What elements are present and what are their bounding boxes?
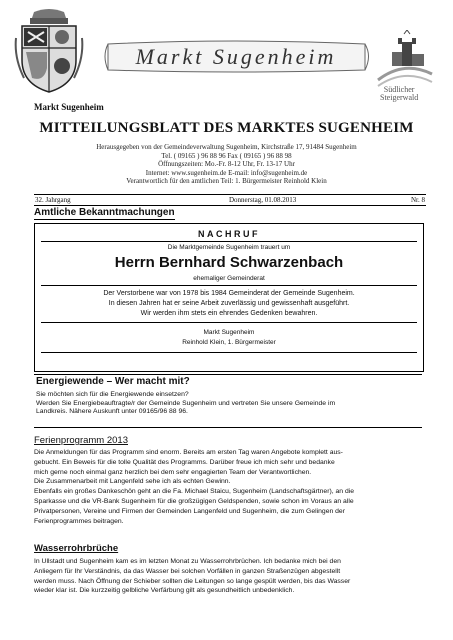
banner-text: Markt Sugenheim — [135, 44, 337, 69]
publisher-line: Öffnungszeiten: Mo.-Fr. 8-12 Uhr, Fr. 13-17 Uhr — [158, 160, 295, 169]
ferien-line: Die Anmeldungen für das Programm sind enorm. Bereits am ersten Tag waren Angebote komplett aus- — [34, 449, 343, 456]
region-line-2: Steigerwald — [380, 93, 419, 102]
castle-logo-icon — [374, 30, 436, 90]
masthead-banner — [104, 36, 369, 76]
wasser-title: Wasserrohrbrüche — [34, 543, 119, 554]
obituary-text-line: Wir werden ihm stets ein ehrendes Gedenken bewahren. — [140, 310, 318, 317]
wasser-line: In Ullstadt und Sugenheim kam es im letzten Monat zu Wasserrohrbrüchen. Ich bedanke mich bei den — [34, 558, 341, 565]
page-title: MITTEILUNGSBLATT DES MARKTES SUGENHEIM — [39, 120, 414, 136]
obituary-signature-line: Reinhold Klein, 1. Bürgermeister — [182, 339, 276, 346]
obituary-text-line: Der Verstorbene war von 1978 bis 1984 Gemeinderat der Gemeinde Sugenheim. — [103, 290, 355, 297]
publisher-line: Tel. ( 09165 ) 96 88 96 Fax ( 09165 ) 96 88 98 — [161, 151, 292, 160]
energy-box — [34, 374, 422, 428]
divider — [41, 241, 417, 242]
masthead — [0, 0, 453, 100]
coat-of-arms-icon — [14, 8, 84, 94]
ferien-line: Ebenfalls ein großes Dankeschön geht an die Fa. Michael Staicu, Sugenheim (Landschaftsgärtner), an die — [34, 488, 355, 496]
section-heading-official: Amtliche Bekanntmachungen — [34, 207, 175, 218]
energy-line: Werden Sie Energiebeauftragte/r der Gemeinde Sugenheim und vertreten Sie unsere Gemeinde im — [36, 399, 336, 407]
publisher-line: Verantwortlich für den amtlichen Teil: 1. Bürgermeister Reinhold Klein — [126, 177, 327, 186]
ferien-line: Privatpersonen, Vereine und Firmen der Gemeinden Langenfeld und Sugenheim, die zum Gelingen der — [34, 507, 345, 515]
obituary-role: ehemaliger Gemeinderat — [193, 275, 265, 282]
energy-line: Landkreis. Nähere Auskunft unter 09165/96 88 96. — [36, 408, 188, 416]
wasser-body — [34, 557, 424, 596]
markt-label: Markt Sugenheim — [34, 102, 104, 112]
issue-volume: 32. Jahrgang — [35, 196, 71, 204]
publisher-info — [0, 143, 453, 186]
energy-title: Energiewende – Wer macht mit? — [36, 376, 190, 387]
ferien-line: gebucht. Ein Beweis für die tolle Qualität des Programms. Darüber freue ich mich sehr und bedanke — [34, 458, 335, 466]
obituary-heading: NACHRUF — [198, 229, 260, 239]
divider — [41, 322, 417, 323]
publisher-line: Internet: www.sugenheim.de E-mail: info@sugenheim.de — [145, 168, 308, 177]
wasser-line: wieder klar ist. Die kurzzeitig gelbliche Verfärbung gilt als gesundheitlich unbedenklich. — [34, 587, 295, 595]
divider — [41, 285, 417, 286]
obituary-box — [34, 223, 424, 372]
obituary-text-line: In diesen Jahren hat er seine Arbeit zuverlässig und gewissenhaft ausgeführt. — [108, 300, 350, 307]
divider — [41, 352, 417, 353]
obituary-intro: Die Marktgemeinde Sugenheim trauert um — [167, 244, 291, 251]
ferien-body — [34, 448, 424, 526]
ferien-line: Die Zusammenarbeit mit Langenfeld sehe ich als echten Gewinn. — [34, 478, 231, 486]
region-line-1: Südlicher — [383, 85, 415, 94]
ferien-line: Sparkasse und die VR-Bank Sugenheim für die großzügigen Geldspenden, sowie schon im Voraus an alle — [34, 497, 354, 505]
issue-bar — [34, 194, 426, 206]
issue-number: Nr. 8 — [411, 196, 425, 204]
region-text — [380, 86, 418, 102]
obituary-signature-line: Markt Sugenheim — [203, 329, 255, 336]
energy-line: Sie möchten sich für die Energiewende einsetzen? — [36, 391, 189, 398]
ferien-line: Ferienprogrammes beitragen. — [34, 517, 124, 525]
obituary-name: Herrn Bernhard Schwarzenbach — [114, 254, 344, 271]
ferien-line: mich gerne noch einmal ganz herzlich bei dem sehr engagierten Team der Verantwortlichen. — [34, 468, 312, 476]
ferien-title: Ferienprogramm 2013 — [34, 435, 128, 446]
issue-date: Donnerstag, 01.08.2013 — [229, 196, 297, 204]
energy-body — [36, 391, 420, 417]
wasser-line: werden muss. Nach Öffnung der Schieber sollten die Leitungen so lange gespült werden, bis das Wasser — [34, 577, 351, 585]
wasser-line: Anliegern für Ihr Verständnis, da das Wasser bei solchen Vorfällen in ganzen Straßenzügen abgestellt — [34, 567, 341, 575]
publisher-line: Herausgegeben von der Gemeindeverwaltung Sugenheim, Kirchstraße 17, 91484 Sugenheim — [96, 143, 357, 151]
